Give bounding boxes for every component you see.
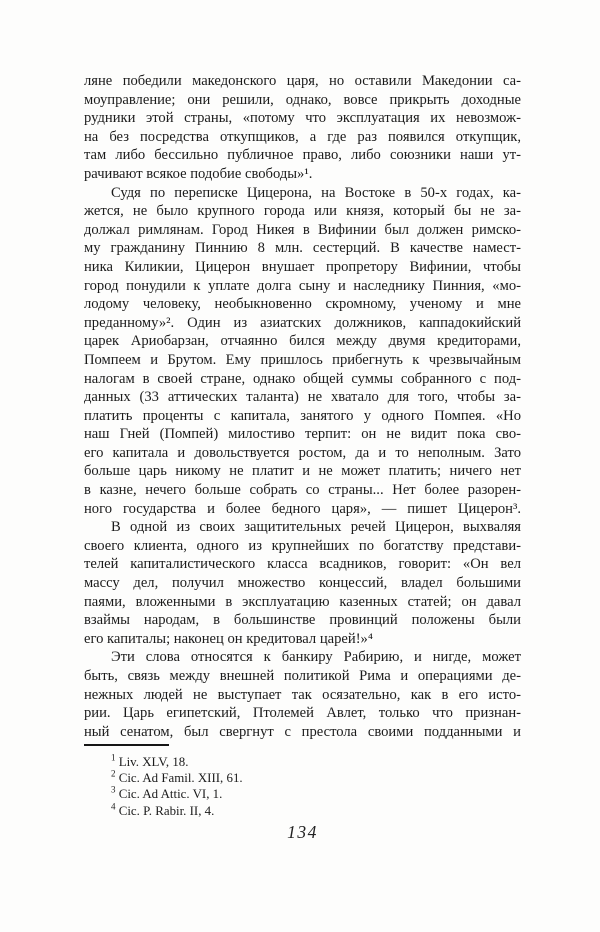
text-line: там либо бессильно публичное право, либо союзники наши ут- — [84, 147, 521, 164]
text-line: ляне победили македонского царя, но оставили Македонии са- — [84, 73, 521, 89]
footnote-marker: 2 — [111, 768, 116, 779]
text-line: лодому человеку, необыкновенно скромному, ученому и мне — [84, 296, 521, 313]
footnote-marker: 3 — [111, 785, 116, 796]
paragraph — [84, 184, 521, 519]
footnote-marker: 4 — [111, 801, 116, 812]
text-line: на без посредства откупщиков, а где раз появился откупщик, — [84, 128, 521, 145]
text-line: Судя по переписке Цицерона, на Востоке в 50-х годах, ка- — [111, 184, 521, 201]
text-line: преданному»². Один из азиатских должников, каппадокийский — [84, 314, 521, 331]
footnote-marker: 1 — [111, 752, 116, 763]
footnote-divider — [84, 744, 169, 746]
text-line: моуправление; они решили, однако, вовсе прикрыть доходные — [84, 91, 521, 108]
text-block — [84, 72, 521, 741]
text-line: в казне, нечего больше собрать со страны... Нет более разорен- — [84, 482, 521, 499]
text-line: город понудили к уплате долга сыну и наследнику Пинния, «мо- — [84, 277, 521, 294]
text-line: налогам в своей стране, однако общей суммы собранного с под- — [84, 370, 521, 387]
text-line: телей капиталистического класса всадников, говорит: «Он вел — [84, 556, 521, 573]
text-line: его капиталы; наконец он кредитовал царей!»⁴ — [84, 630, 373, 647]
text-line: жется, не было крупного города или князя, который бы не за- — [84, 203, 521, 220]
paragraph — [84, 518, 521, 648]
text-line: платить проценты с капитала, занятого у одного Помпея. «Но — [84, 407, 521, 424]
text-line: Эти слова относятся к банкиру Рабирию, и нигде, может — [111, 649, 521, 666]
footnotes — [84, 754, 521, 819]
text-line: массу дел, получил множество концессий, владел большими — [84, 575, 521, 592]
footnote: $^2$ Cic. Ad Famil. XIII, 61. — [111, 768, 243, 786]
text-line: больше царь никому не платит и не может платить; ничего нет — [84, 463, 521, 480]
text-line: взаймы народам, в большинстве провинций положены были — [84, 612, 521, 629]
footnote: $^3$ Cic. Ad Attic. VI, 1. — [111, 785, 223, 802]
text-line: должал римлянам. Город Никея в Вифинии был должен римско- — [84, 221, 521, 238]
text-line: паями, вложенными в эксплуатацию казенных статей; он давал — [84, 593, 521, 610]
text-line: нежных людей не выступает так осязательно, как в его исто- — [84, 686, 521, 703]
text-line: ного государства и более бедного царя», — пишет Цицерон³. — [84, 500, 521, 517]
text-line: Помпеем и Брутом. Ему пришлось прибегнуть к чрезвычайным — [84, 351, 521, 368]
text-line: В одной из своих защитительных речей Цицерон, выхваляя — [111, 519, 521, 536]
text-line: данных (33 аттических таланта) не хватало для того, чтобы за- — [84, 389, 521, 406]
text-line: рачивают всякое подобие свободы»¹. — [84, 165, 313, 182]
text-line: его капитала и довольствуется ростом, да и то неполным. Зато — [84, 444, 521, 461]
paragraph — [84, 72, 521, 184]
text-line: своего клиента, одного из крупнейших по богатству представи- — [84, 537, 521, 554]
text-line: наш Гней (Помпей) милостиво терпит: он не видит пока сво- — [84, 426, 521, 443]
text-line: ника Киликии, Цицерон внушает пропретору Вифинии, чтобы — [84, 258, 521, 275]
text-line: ный сенатом, был свергнут с престола своими подданными и — [84, 723, 521, 740]
paragraph — [84, 648, 521, 741]
page-number: 134 — [287, 822, 318, 842]
text-line: быть, связь между внешней политикой Рима и операциями де- — [84, 668, 521, 684]
footnote: $^4$ Cic. P. Rabir. II, 4. — [111, 801, 215, 818]
footnote: $^1$ Liv. XLV, 18. — [111, 752, 189, 769]
text-line: рии. Царь египетский, Птолемей Авлет, только что признан- — [84, 705, 521, 722]
text-line: рудники этой страны, «потому что эксплуатация их невозмож- — [84, 110, 521, 127]
text-line: царек Ариобарзан, отчаянно бился между двумя кредиторами, — [84, 333, 521, 350]
text-line: му гражданину Пиннию 8 млн. сестерций. В качестве намест- — [84, 240, 521, 257]
